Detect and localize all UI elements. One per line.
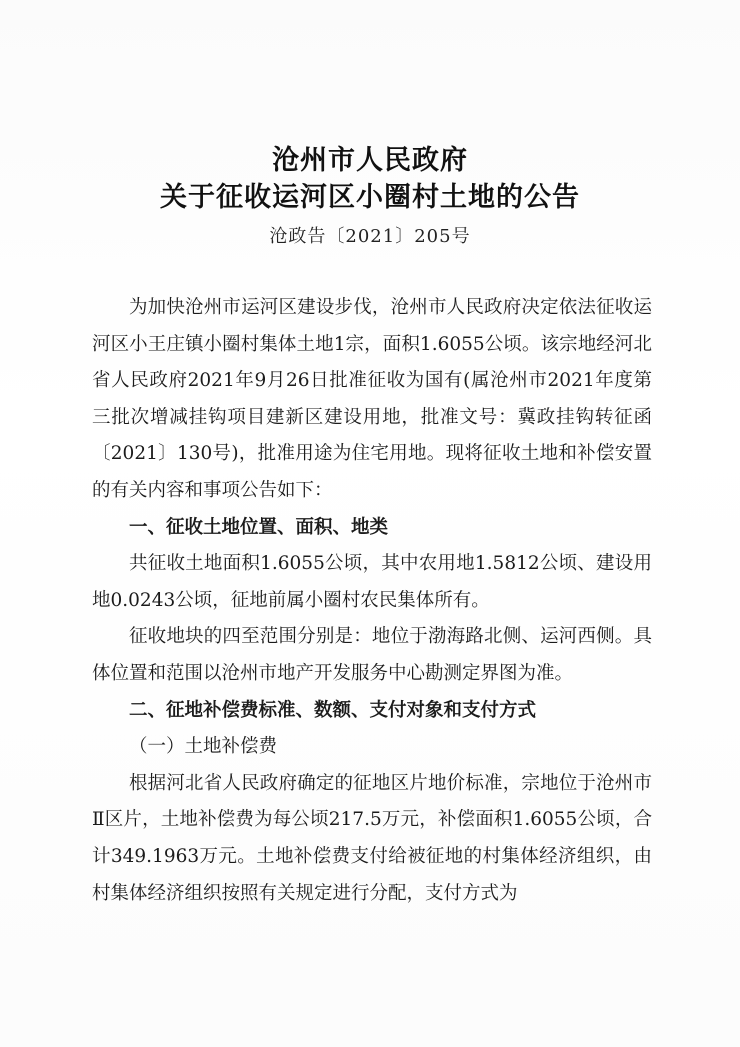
document-number: 沧政告〔2021〕205号 <box>269 226 471 247</box>
section2-subheading1: （一）土地补偿费 <box>129 736 278 758</box>
section2-heading: 二、征地补偿费标准、数额、支付对象和支付方式 <box>129 699 537 721</box>
document-title-line1: 沧州市人民政府 <box>272 145 468 176</box>
section2-paragraph1: 根据河北省人民政府确定的征地区片地价标准，宗地位于沧州市Ⅱ区片，土地补偿费为每公顷217.5万元，补偿面积1.6055公顷，合计349.1963万元。土地补偿费支付给被征地的村集体经济组织，由村集体经济组织按照有关规定进行分配，支付方式为 <box>92 772 652 904</box>
section1-paragraph1: 共征收土地面积1.6055公顷，其中农用地1.5812公顷、建设用地0.0243公顷，征地前属小圈村农民集体所有。 <box>92 553 652 611</box>
document-body <box>92 290 652 912</box>
intro-paragraph: 为加快沧州市运河区建设步伐，沧州市人民政府决定依法征收运河区小王庄镇小圈村集体土地1宗，面积1.6055公顷。该宗地经河北省人民政府2021年9月26日批准征收为国有(属沧州市2021年度第三批次增减挂钩项目建新区建设用地，批准文号：冀政挂钩转征函〔2021〕130号)，批准用途为住宅用地。现将征收土地和补偿安置的有关内容和事项公告如下： <box>92 297 652 501</box>
section1-paragraph2: 征收地块的四至范围分别是：地位于渤海路北侧、运河西侧。具体位置和范围以沧州市地产开发服务中心勘测定界图为准。 <box>92 626 652 684</box>
document-title-line2: 关于征收运河区小圈村土地的公告 <box>160 182 580 213</box>
section1-heading: 一、征收土地位置、面积、地类 <box>129 516 389 538</box>
